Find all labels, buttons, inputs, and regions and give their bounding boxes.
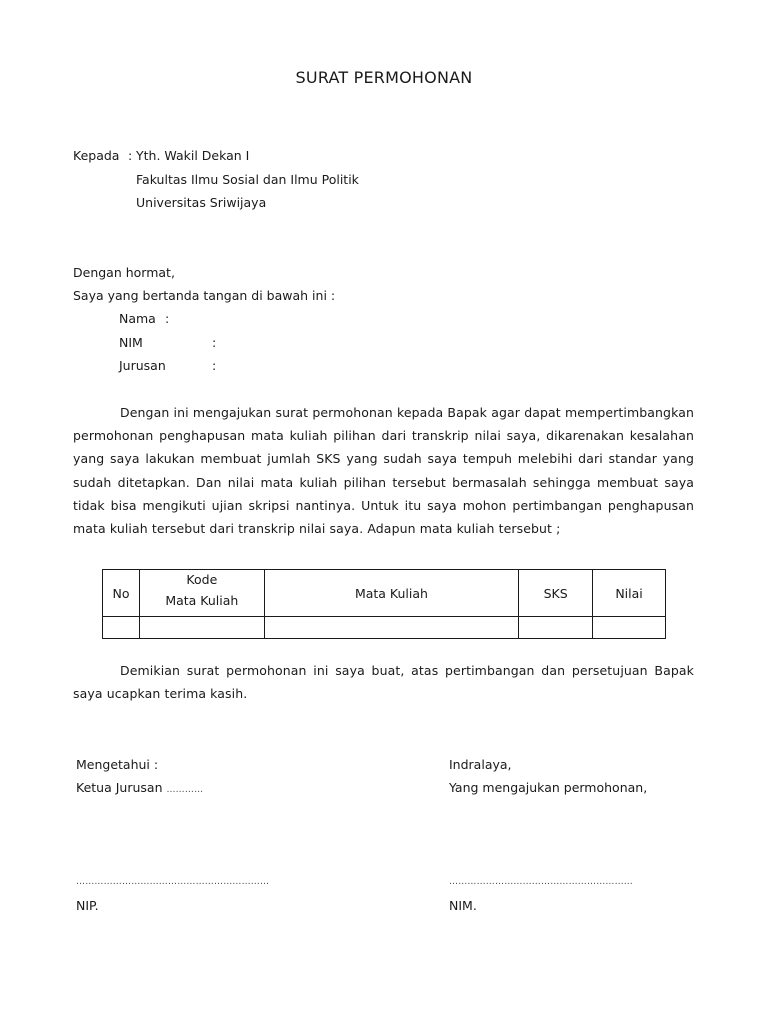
sign-left-position: Ketua Jurusan bbox=[76, 780, 163, 795]
recipient-label: Kepada bbox=[73, 148, 120, 163]
field-label-jurusan: Jurusan bbox=[119, 358, 166, 373]
sign-right-line-2: Yang mengajukan permohonan, bbox=[449, 780, 648, 795]
header-mata-kuliah: Mata Kuliah bbox=[264, 570, 518, 617]
greeting: Dengan hormat, bbox=[73, 265, 175, 280]
cell-nilai bbox=[593, 617, 666, 639]
field-separator-nim: : bbox=[212, 335, 217, 350]
table-header-row bbox=[103, 570, 666, 617]
field-separator-jurusan: : bbox=[212, 358, 217, 373]
sign-left-line-1: Mengetahui : bbox=[76, 757, 159, 772]
sign-right-id-label: NIM. bbox=[449, 898, 477, 913]
sign-left-signature-line: ……………………………………………………… bbox=[76, 877, 270, 887]
sign-left-position-dots: ………… bbox=[166, 785, 204, 795]
header-sks: SKS bbox=[519, 570, 593, 617]
cell-sks bbox=[519, 617, 593, 639]
sign-left-line-2 bbox=[76, 780, 203, 795]
course-table bbox=[102, 569, 666, 639]
sign-right-line-1: Indralaya, bbox=[449, 757, 512, 772]
field-label-nama: Nama bbox=[119, 311, 156, 326]
cell-kode bbox=[139, 617, 264, 639]
header-kode-line-2: Mata Kuliah bbox=[165, 593, 239, 608]
intro-line: Saya yang bertanda tangan di bawah ini : bbox=[73, 288, 336, 303]
field-separator-nama: : bbox=[165, 311, 170, 326]
header-nilai: Nilai bbox=[593, 570, 666, 617]
letter-title: SURAT PERMOHONAN bbox=[295, 68, 473, 87]
cell-mata-kuliah bbox=[264, 617, 518, 639]
recipient-line-3: Universitas Sriwijaya bbox=[136, 195, 267, 210]
recipient-line-1: Yth. Wakil Dekan I bbox=[136, 148, 250, 163]
field-label-nim: NIM bbox=[119, 335, 143, 350]
sign-left-id-label: NIP. bbox=[76, 898, 99, 913]
header-kode-line-1: Kode bbox=[186, 572, 218, 587]
cell-no bbox=[103, 617, 140, 639]
header-kode bbox=[139, 570, 264, 617]
closing-paragraph: Demikian surat permohonan ini saya buat, atas pertimbangan dan persetujuan Bapak saya ucapkan terima kasih. bbox=[73, 663, 694, 702]
body-paragraph: Dengan ini mengajukan surat permohonan kepada Bapak agar dapat mempertimbangkan permohonan penghapusan mata kuliah pilihan dari transkrip nilai saya, dikarenakan kesalahan yang saya lakukan membuat jumlah SKS yang sudah saya tempuh melebihi dari standar yang sudah ditetapkan. Dan nilai mata kuliah pilihan tersebut bermasalah sehingga membuat saya tidak bisa mengikuti ujian skripsi nantinya. Untuk itu saya mohon pertimbangan penghapusan mata kuliah tersebut dari transkrip nilai saya. Adapun mata kuliah tersebut ; bbox=[73, 405, 694, 537]
sign-right-signature-line: …………………………………………………… bbox=[449, 877, 633, 887]
recipient-separator: : bbox=[128, 148, 133, 163]
table-row bbox=[103, 617, 666, 639]
recipient-line-2: Fakultas Ilmu Sosial dan Ilmu Politik bbox=[136, 172, 359, 187]
header-no: No bbox=[103, 570, 140, 617]
